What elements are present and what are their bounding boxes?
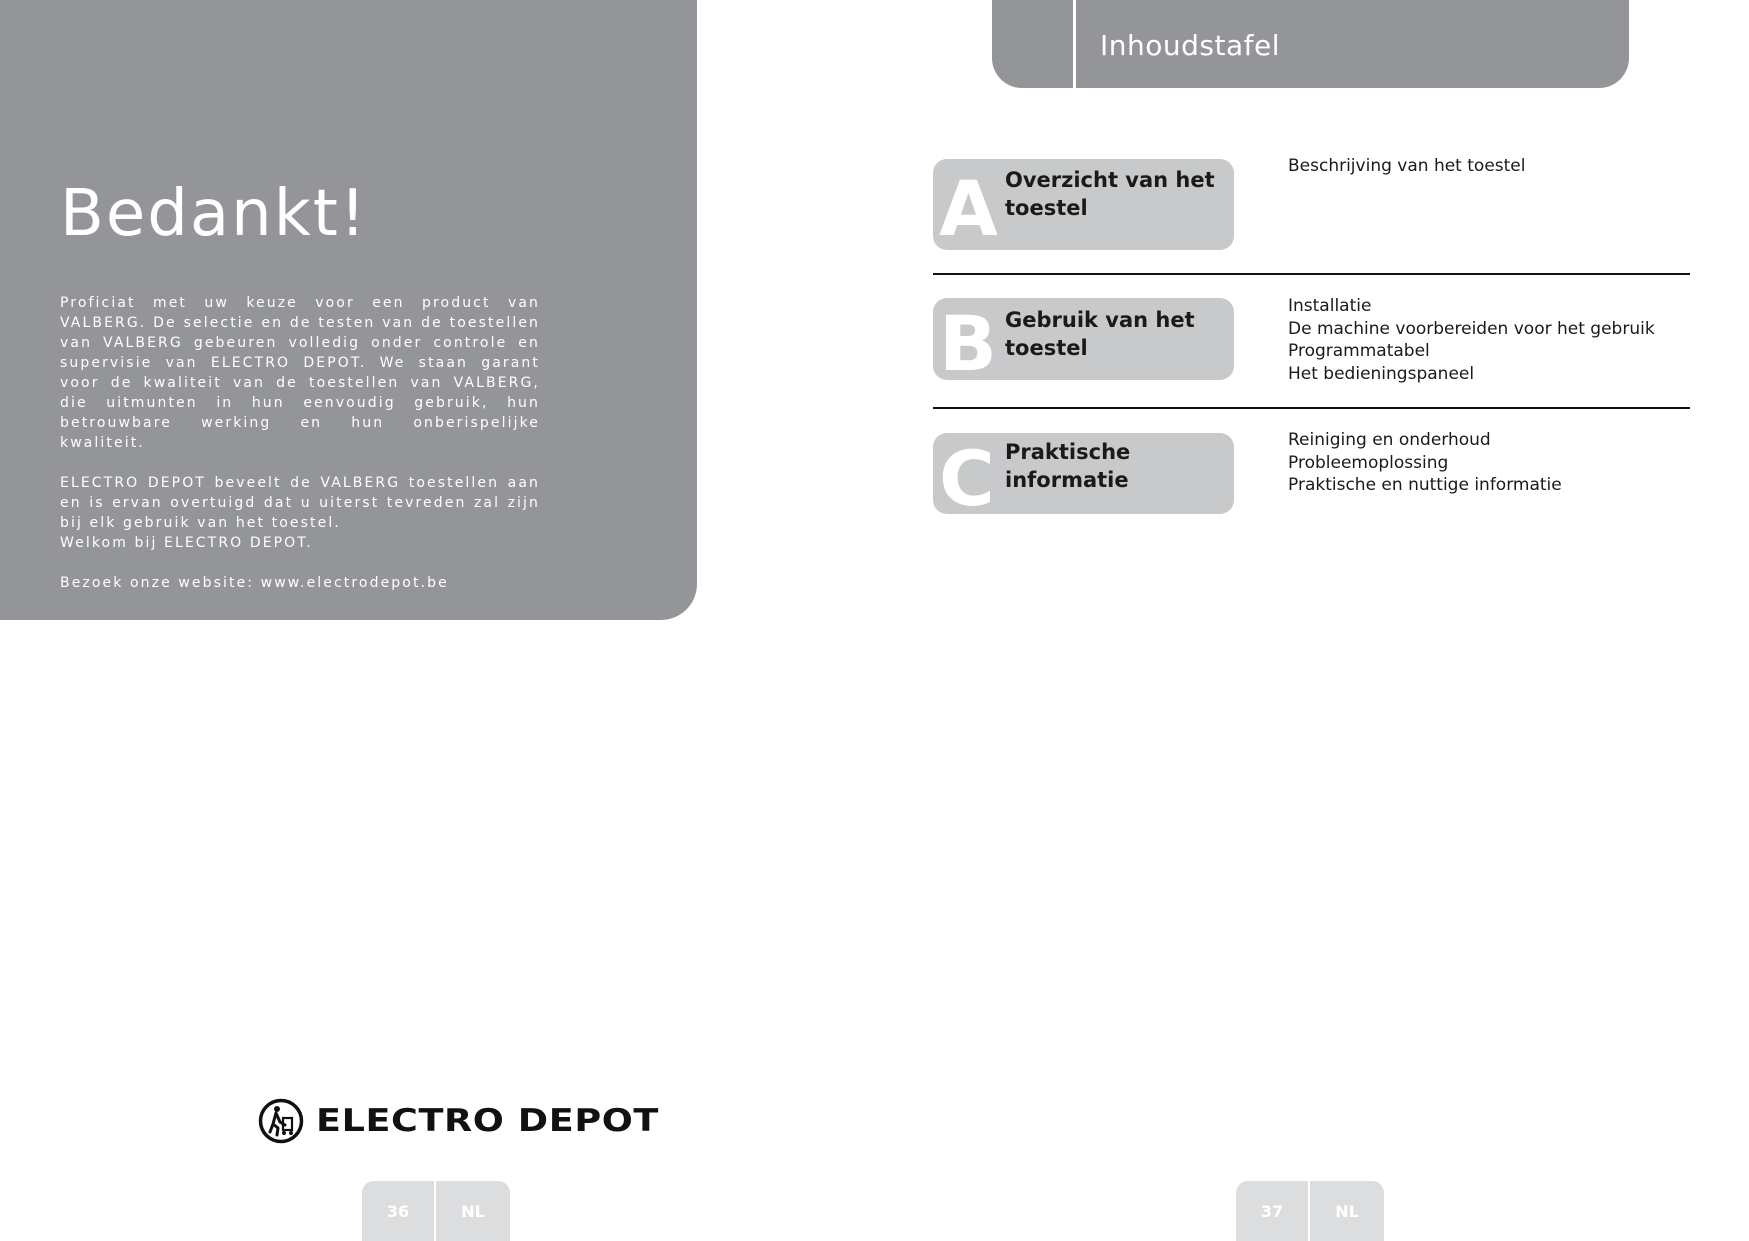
- section-a-items: [1288, 155, 1525, 178]
- section-c-box: [933, 433, 1234, 523]
- logo-wordmark: ELECTRO DEPOT: [316, 1103, 659, 1139]
- language-label: NL: [1335, 1202, 1359, 1221]
- header-divider: [1073, 0, 1076, 88]
- list-item: Praktische en nuttige informatie: [1288, 475, 1562, 495]
- welcome-text: Welkom bij ELECTRO DEPOT.: [60, 535, 313, 551]
- recommendation-text: ELECTRO DEPOT beveelt de VALBERG toestellen aan en is ervan overtuigd dat u uiterst tevreden zal zijn bij elk gebruik van het toestel.: [60, 475, 540, 531]
- page-number: 36: [386, 1202, 410, 1221]
- list-item: Installatie: [1288, 296, 1372, 316]
- electro-depot-logo: [258, 1098, 659, 1144]
- section-divider: [933, 407, 1690, 409]
- thanks-title: Bedankt!: [60, 177, 368, 251]
- list-item: Het bedieningspaneel: [1288, 363, 1475, 384]
- thanks-body: [60, 293, 540, 613]
- section-title-c: Praktische informatie: [1005, 440, 1131, 492]
- section-letter-c: C: [939, 434, 995, 523]
- page-number-tab-left: [362, 1181, 510, 1241]
- section-b-box: [933, 298, 1234, 388]
- intro-paragraph: Proficiat met uw keuze voor een product van VALBERG. De selectie en de testen van de toestellen van VALBERG gebeuren volledig onder controle en supervisie van ELECTRO DEPOT. We staan garant voor de kwaliteit van de toestellen van VALBERG, die uitmunten in hun eenvoudig gebruik, hun betrouwbare werking en hun onberispelijke kwaliteit.: [60, 295, 540, 451]
- page-number: 37: [1260, 1202, 1284, 1221]
- list-item: Probleemoplossing: [1288, 452, 1449, 473]
- list-item: Beschrijving van het toestel: [1288, 156, 1526, 176]
- section-divider: [933, 273, 1690, 275]
- list-item: Programmatabel: [1288, 341, 1430, 361]
- recommendation-paragraph: [60, 473, 540, 553]
- section-c-items: [1288, 429, 1562, 497]
- thanks-panel: [0, 0, 697, 620]
- list-item: De machine voorbereiden voor het gebruik: [1288, 318, 1655, 339]
- section-letter-b: B: [939, 299, 997, 388]
- website-text: Bezoek onze website: www.electrodepot.be: [60, 575, 449, 591]
- section-b-items: [1288, 295, 1655, 385]
- language-label: NL: [461, 1202, 485, 1221]
- section-a-box: [933, 159, 1234, 253]
- section-title-b: Gebruik van het toestel: [1005, 308, 1195, 360]
- page-number-tab-right: [1236, 1181, 1384, 1241]
- toc-header: [992, 0, 1629, 88]
- section-letter-a: A: [939, 164, 998, 253]
- toc-title: Inhoudstafel: [1100, 29, 1280, 62]
- section-title-a: Overzicht van het toestel: [1005, 168, 1215, 220]
- list-item: Reiniging en onderhoud: [1288, 430, 1491, 450]
- electro-depot-logo-icon: [258, 1098, 304, 1144]
